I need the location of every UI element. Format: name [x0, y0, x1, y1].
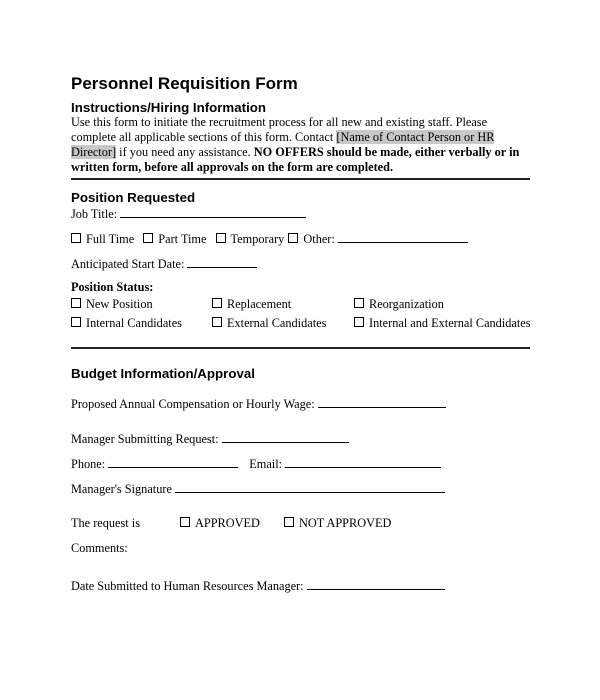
checkbox-label: Other: — [303, 232, 335, 246]
position-requested-heading: Position Requested — [71, 190, 196, 205]
comments-label: Comments: — [71, 541, 128, 555]
instructions-text-part: if you need any assistance. — [116, 145, 254, 159]
job-title-row — [71, 206, 306, 222]
checkbox-other[interactable] — [288, 232, 334, 246]
job-title-field[interactable] — [120, 206, 306, 218]
checkbox-new-position[interactable] — [71, 297, 153, 312]
manager-field[interactable] — [222, 431, 349, 443]
compensation-field[interactable] — [318, 396, 446, 408]
checkbox-part-time[interactable] — [143, 232, 206, 246]
checkbox-icon — [71, 317, 81, 327]
checkbox-label: Part Time — [158, 232, 207, 246]
checkbox-label: Internal and External Candidates — [369, 316, 531, 330]
date-submitted-field[interactable] — [307, 578, 445, 590]
request-label: The request is — [71, 516, 140, 530]
checkbox-icon — [180, 517, 190, 527]
checkbox-external-candidates[interactable] — [212, 316, 326, 331]
manager-row — [71, 431, 349, 447]
instructions-heading: Instructions/Hiring Information — [71, 100, 267, 115]
job-title-label: Job Title: — [71, 207, 118, 221]
section-divider — [71, 178, 530, 180]
checkbox-label: Full Time — [86, 232, 135, 246]
checkbox-not-approved[interactable] — [284, 516, 391, 531]
instructions-text-part: Use this form to initiate the recruitment process for all new and existing staff. Please complete all applicable sections of this form. Contact — [71, 115, 488, 144]
checkbox-icon — [212, 298, 222, 308]
checkbox-icon — [354, 317, 364, 327]
date-submitted-row — [71, 578, 445, 594]
checkbox-label: Reorganization — [369, 297, 444, 311]
contact-placeholder: [Name of Contact Person or HR Director] — [71, 130, 495, 159]
no-offers-warning: NO OFFERS should be made, either verbally or in written form, before all approvals on the form are completed. — [71, 145, 520, 174]
employment-type-row — [71, 231, 468, 247]
checkbox-label: New Position — [86, 297, 153, 311]
signature-row — [71, 481, 445, 497]
position-status-heading: Position Status: — [71, 280, 154, 294]
phone-field[interactable] — [108, 456, 238, 468]
compensation-label: Proposed Annual Compensation or Hourly Wage: — [71, 397, 315, 411]
section-divider — [71, 347, 530, 349]
start-date-field[interactable] — [187, 256, 257, 268]
checkbox-icon — [288, 233, 298, 243]
instructions-text — [71, 115, 531, 175]
checkbox-label: Replacement — [227, 297, 292, 311]
signature-field[interactable] — [175, 481, 445, 493]
checkbox-icon — [212, 317, 222, 327]
checkbox-icon — [143, 233, 153, 243]
email-field[interactable] — [285, 456, 441, 468]
checkbox-approved[interactable] — [180, 516, 260, 531]
start-date-row — [71, 256, 257, 272]
date-submitted-label: Date Submitted to Human Resources Manager: — [71, 579, 304, 593]
checkbox-internal-candidates[interactable] — [71, 316, 182, 331]
start-date-label: Anticipated Start Date: — [71, 257, 185, 271]
checkbox-label: External Candidates — [227, 316, 327, 330]
checkbox-label: Internal Candidates — [86, 316, 182, 330]
checkbox-icon — [71, 298, 81, 308]
phone-label: Phone: — [71, 457, 106, 471]
checkbox-label: NOT APPROVED — [299, 516, 392, 530]
checkbox-icon — [71, 233, 81, 243]
checkbox-reorganization[interactable] — [354, 297, 444, 312]
checkbox-temporary[interactable] — [216, 232, 285, 246]
manager-label: Manager Submitting Request: — [71, 432, 219, 446]
checkbox-label: APPROVED — [195, 516, 260, 530]
checkbox-icon — [284, 517, 294, 527]
checkbox-internal-external-candidates[interactable] — [354, 316, 531, 331]
checkbox-label: Temporary — [230, 232, 285, 246]
email-label: Email: — [249, 457, 283, 471]
compensation-row — [71, 396, 446, 412]
other-field[interactable] — [338, 231, 468, 243]
checkbox-replacement[interactable] — [212, 297, 291, 312]
checkbox-full-time[interactable] — [71, 232, 134, 246]
checkbox-icon — [216, 233, 226, 243]
checkbox-icon — [354, 298, 364, 308]
page-title: Personnel Requisition Form — [71, 74, 298, 93]
signature-label: Manager's Signature — [71, 482, 172, 496]
budget-heading: Budget Information/Approval — [71, 366, 255, 381]
contact-row — [71, 456, 441, 472]
